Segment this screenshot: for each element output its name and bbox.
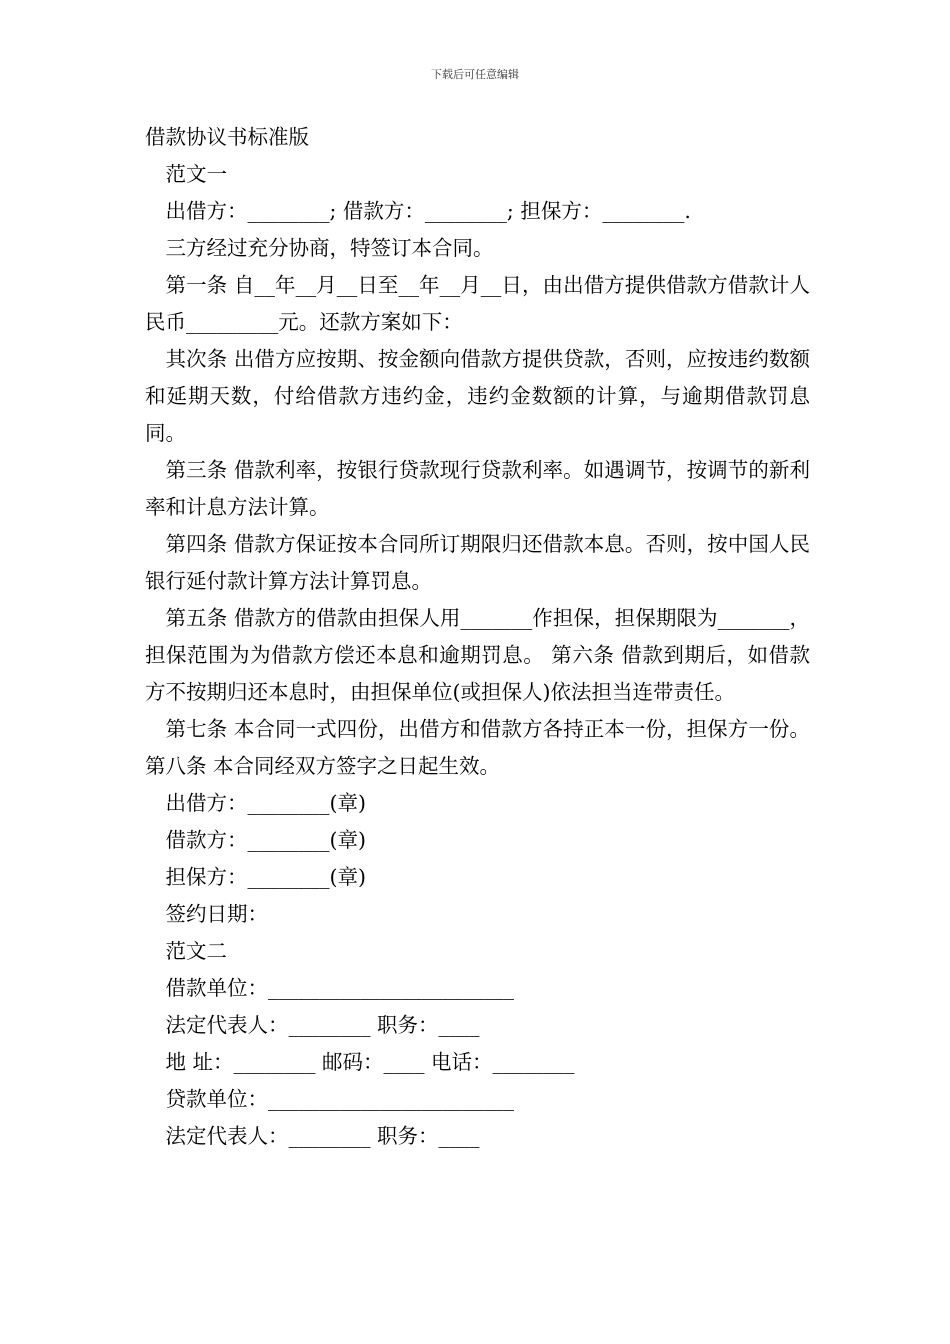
parties-line: 出借方：________; 借款方：________; 担保方：________. <box>165 199 691 223</box>
guarantor-signature-line: 担保方：________(章) <box>165 865 366 889</box>
document-title: 借款协议书标准版 <box>145 125 309 149</box>
legal-representative-line-2: 法定代表人：________ 职务：____ <box>165 1124 480 1148</box>
clause-5-6: 第五条 借款方的借款由担保人用_______作担保，担保期限为_______，担保范围为为借款方偿还本息和逾期罚息。 第六条 借款到期后，如借款方不按期归还本息时，由担保单位(或担保人)依法担当连带责任。 <box>145 606 810 704</box>
clause-2: 其次条 出借方应按期、按金额向借款方提供贷款，否则，应按违约数额和延期天数，付给借款方违约金，违约金数额的计算，与逾期借款罚息同。 <box>145 347 810 445</box>
sample-one-heading: 范文一 <box>165 162 227 186</box>
signing-date-line: 签约日期： <box>165 902 268 926</box>
page-header-note: 下载后可任意编辑 <box>431 68 519 81</box>
clause-3: 第三条 借款利率，按银行贷款现行贷款利率。如遇调节，按调节的新利率和计息方法计算。 <box>145 458 810 519</box>
document-body <box>145 119 810 1155</box>
borrowing-unit-line: 借款单位：________________________ <box>165 976 514 1000</box>
borrower-signature-line: 借款方：________(章) <box>165 828 366 852</box>
clause-7-8: 第七条 本合同一式四份，出借方和借款方各持正本一份，担保方一份。 第八条 本合同经双方签字之日起生效。 <box>145 717 810 778</box>
agreement-intro: 三方经过充分协商，特签订本合同。 <box>165 236 494 260</box>
legal-representative-line: 法定代表人：________ 职务：____ <box>165 1013 480 1037</box>
clause-4: 第四条 借款方保证按本合同所订期限归还借款本息。否则，按中国人民银行延付款计算方法计算罚息。 <box>145 532 810 593</box>
address-line: 地 址：________ 邮码：____ 电话：________ <box>165 1050 575 1074</box>
sample-two-heading: 范文二 <box>165 939 227 963</box>
lender-signature-line: 出借方：________(章) <box>165 791 366 815</box>
lending-unit-line: 贷款单位：________________________ <box>165 1087 514 1111</box>
clause-1: 第一条 自__年__月__日至__年__月__日，由出借方提供借款方借款计人民币_________元。还款方案如下： <box>145 273 810 334</box>
